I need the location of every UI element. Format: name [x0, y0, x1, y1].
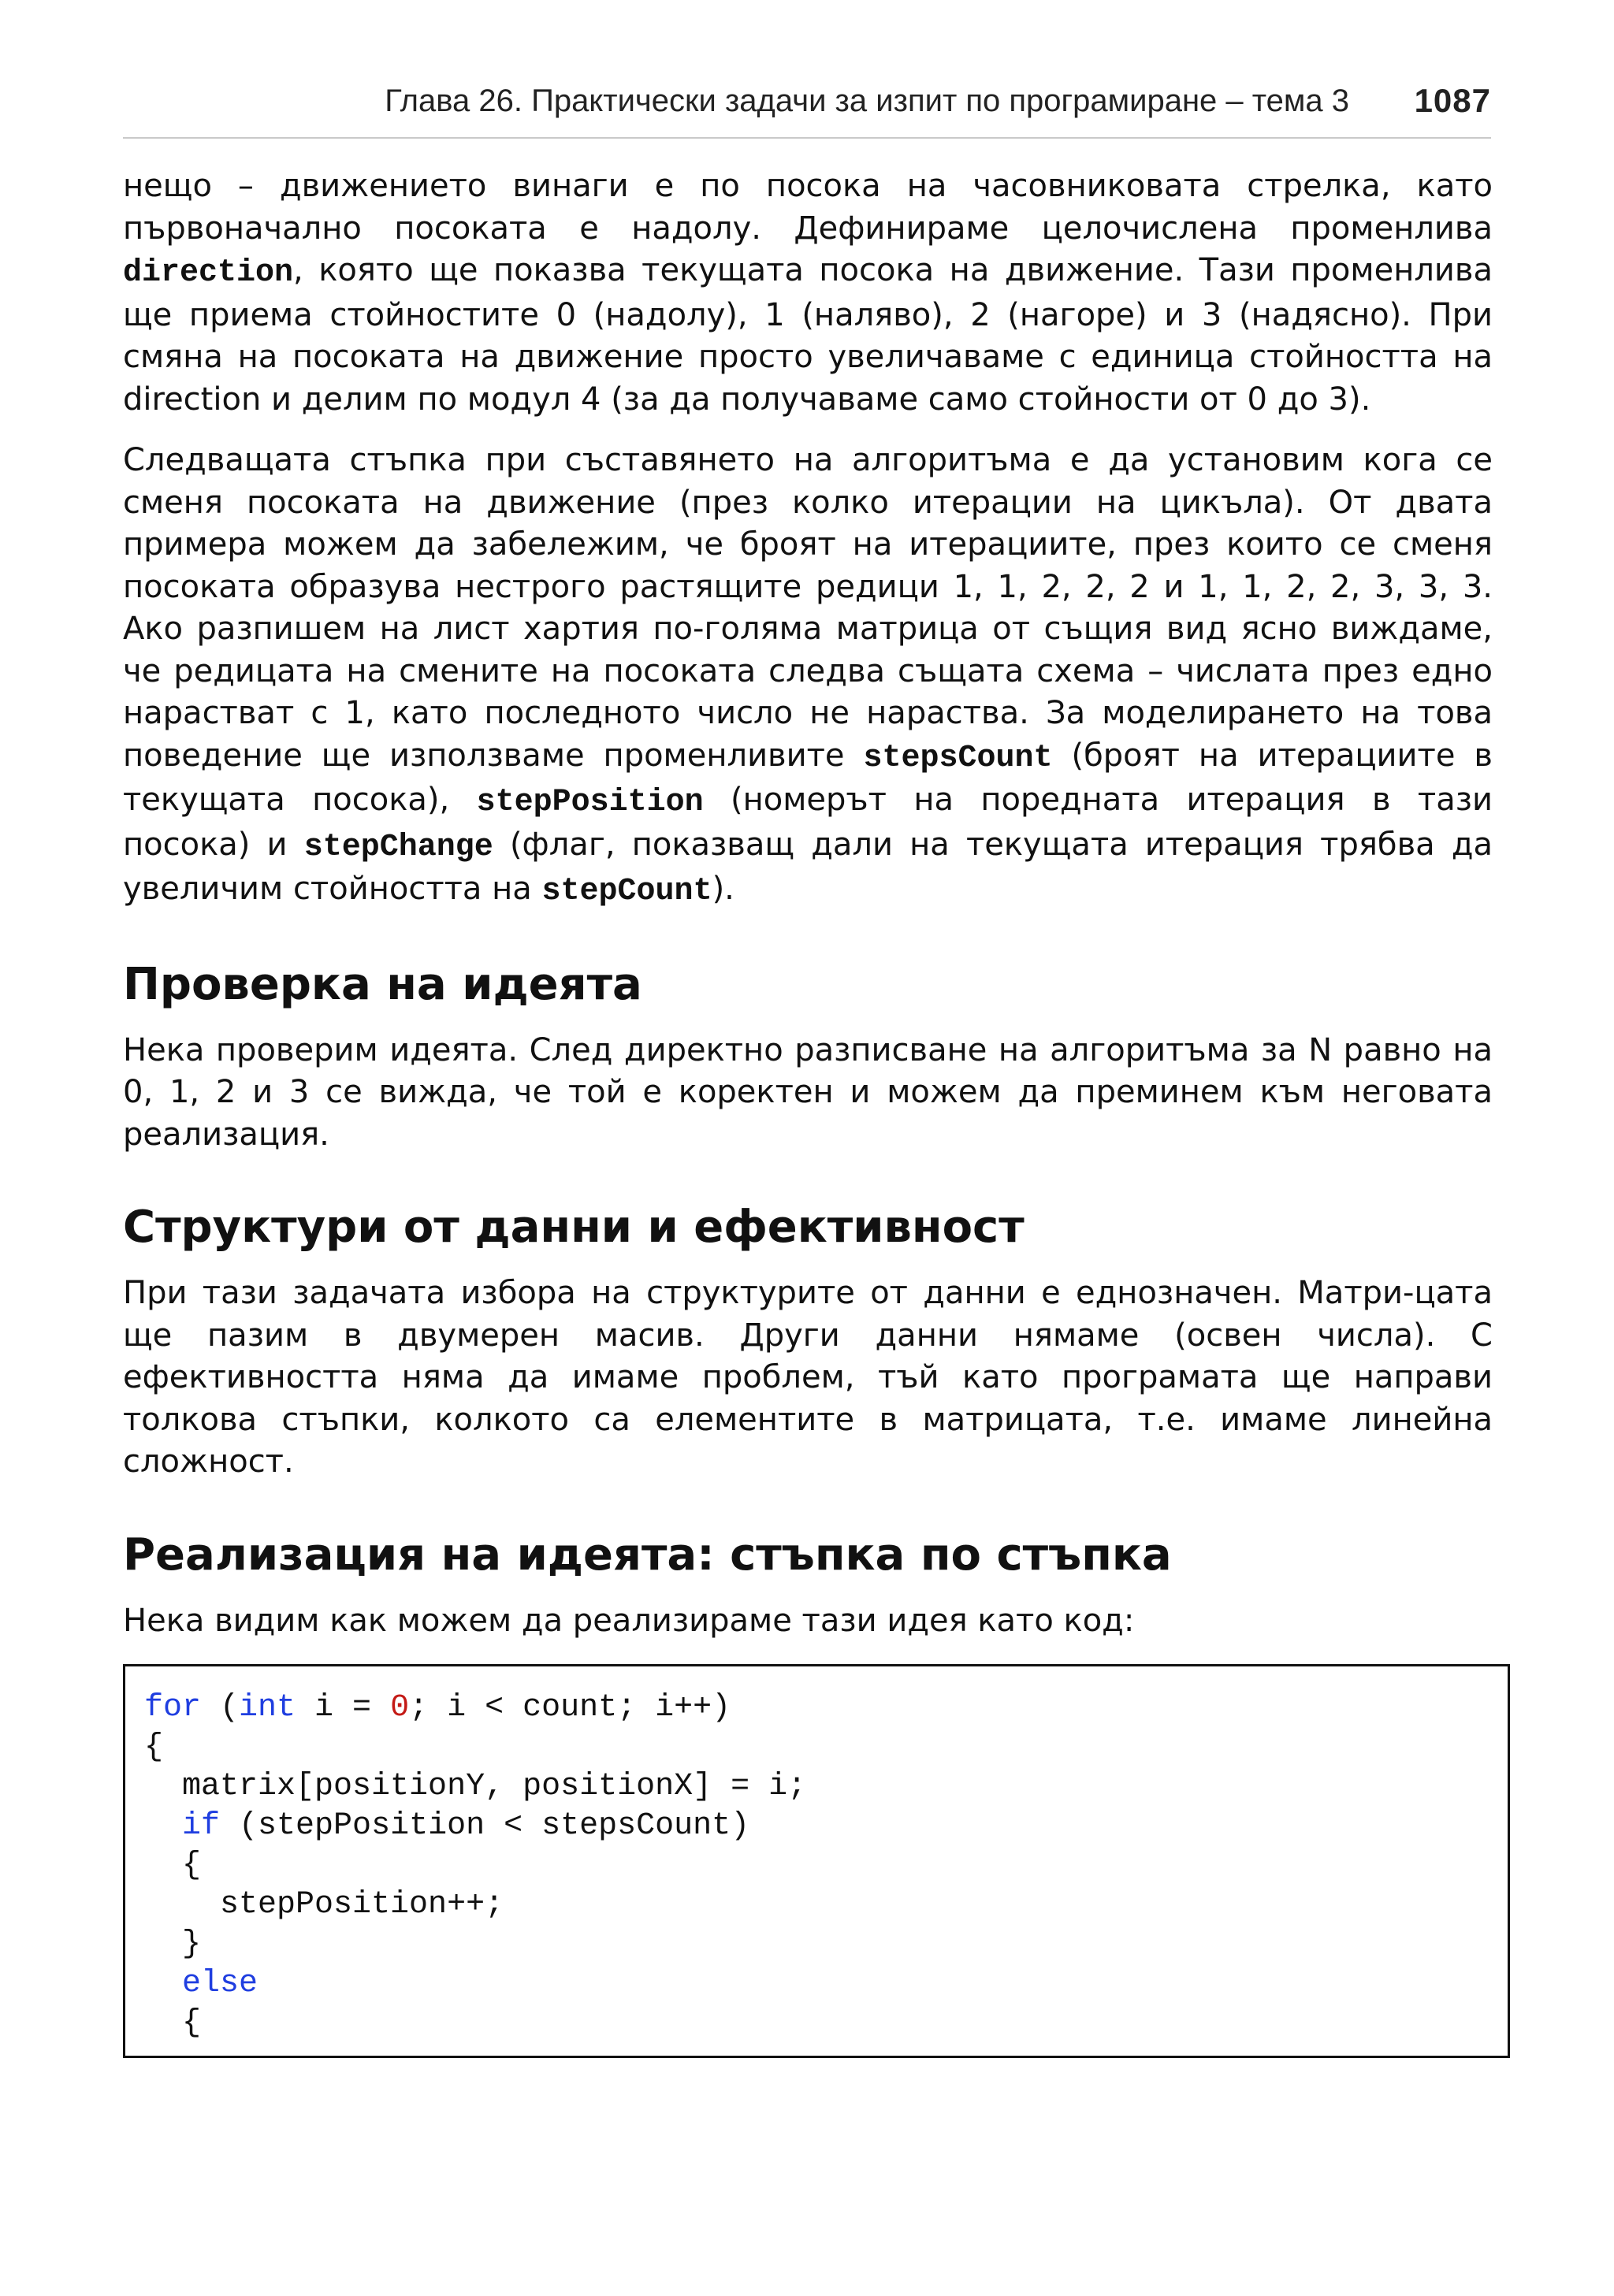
number-token: 0: [390, 1690, 410, 1726]
inline-code: direction: [123, 255, 294, 291]
paragraph-steps: [123, 440, 1493, 913]
text-run: нещо – движението винаги е по посока на часовниковата стрелка, като първоначално посоката е надолу. Дефинираме целочислена променлива: [123, 168, 1493, 247]
code-token: i =: [296, 1690, 391, 1726]
text-run: ).: [712, 871, 734, 907]
code-line: {: [144, 2005, 202, 2041]
paragraph-data-structures: При тази задачата избора на структурите от данни е еднозначен. Матри-цата ще пазим в двумерен масив. Други данни нямаме (освен числа). С ефективността няма да имаме проблем, тъй като програмата ще направи толкова стъпки, колкото са елементите в матрицата, т.е. имаме линейна сложност.: [123, 1275, 1493, 1480]
code-line: [144, 1689, 1489, 1728]
text-run: Следващата стъпка при съставянето на алгоритъма е да установим кога се сменя посоката на движение (през колко итерации на цикъла). От двата примера можем да забележим, че броят на итерациите, през които се сменя посоката образува нестрого растящите редици 1, 1, 2, 2, 2 и 1, 1, 2, 2, 3, 3, 3. Ако разпишем на лист хартия по-голяма матрица от същия вид ясно виждаме, че редицата на смените на посоката следва същата схема – числата през едно нарастват с 1, като последното число не нараства. За моделирането на това поведение ще използваме променливите: [123, 442, 1493, 774]
code-indent: [144, 1808, 182, 1844]
section-heading-data-structures: Структури от данни и ефективност: [123, 1202, 1025, 1253]
code-line: matrix[positionY, positionX] = i;: [144, 1769, 807, 1804]
section-heading-idea-check: Проверка на идеята: [123, 958, 642, 1010]
paragraph-direction: [123, 165, 1493, 421]
code-line: [144, 1807, 1489, 1846]
text-run: (броят на итерациите в текущата посока),: [123, 737, 1493, 818]
code-token: ; i < count; i++): [409, 1690, 731, 1726]
chapter-title: Глава 26. Практически задачи за изпит по програмиране – тема 3: [385, 84, 1349, 118]
page-number: 1087: [1414, 82, 1491, 119]
text-run: (флаг, показващ дали на текущата итерация трябва да увеличим стойността на: [123, 826, 1493, 907]
code-token: (stepPosition < stepsCount): [220, 1808, 750, 1844]
code-line: {: [144, 1729, 164, 1765]
keyword-token: for: [144, 1690, 202, 1726]
code-indent: [144, 1966, 182, 2001]
text-run: (номерът на поредната итерация в тази посока) и: [123, 782, 1493, 863]
inline-code: stepCount: [541, 874, 712, 909]
code-line: }: [144, 1926, 202, 1962]
page-content: [123, 165, 1493, 2058]
inline-code: stepPosition: [476, 785, 704, 820]
section-heading-implementation: Реализация на идеята: стъпка по стъпка: [123, 1529, 1172, 1581]
inline-code: stepChange: [303, 829, 493, 865]
code-line: [144, 1964, 1489, 2004]
running-header: [123, 79, 1491, 139]
code-line: stepPosition++;: [144, 1887, 504, 1923]
keyword-token: else: [182, 1966, 258, 2001]
paragraph-idea-check: Нека проверим идеята. След директно разписване на алгоритъма за N равно на 0, 1, 2 и 3 се вижда, че той е коректен и можем да преминем към неговата реализация.: [123, 1031, 1493, 1153]
text-run: , която ще показва текущата посока на движение. Тази променлива ще приема стойностите 0 (надолу), 1 (наляво), 2 (нагоре) и 3 (надясно). При смяна на посоката на движение просто увеличаваме с единица стойността на direction и делим по модул 4 (за да получаваме само стойности от 0 до 3).: [123, 252, 1493, 418]
code-block: [123, 1664, 1510, 2058]
code-token: (: [201, 1690, 240, 1726]
keyword-token: if: [182, 1808, 221, 1844]
keyword-token: int: [239, 1690, 296, 1726]
paragraph-implementation-intro: Нека видим как можем да реализираме тази идея като код:: [123, 1602, 1135, 1639]
code-line: {: [144, 1848, 202, 1883]
inline-code: stepsCount: [863, 740, 1053, 776]
